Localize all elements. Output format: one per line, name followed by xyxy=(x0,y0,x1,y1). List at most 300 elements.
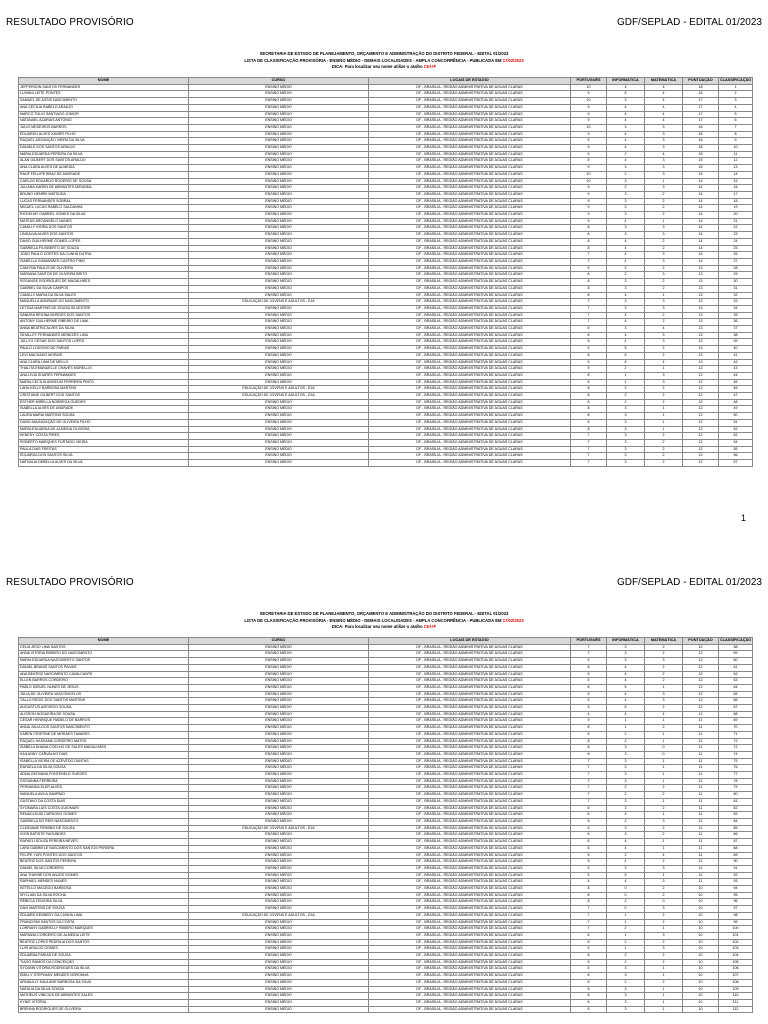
table-row xyxy=(19,812,753,819)
cell-math: 2 xyxy=(645,953,683,960)
cell-informatics: 1 xyxy=(607,946,645,953)
cell-portuguese: 9 xyxy=(571,212,607,219)
cell-math: 4 xyxy=(645,111,683,118)
list-title: LISTA DE CLASSIFICAÇÃO PROVISÓRIA - ENSINO MÉDIO - DEMAIS LOCALIDADES - AMPLA CONCORRÊNCIA - PUBLICADA EM 17/02/2023 xyxy=(244,57,524,63)
cell-score: 10 xyxy=(683,979,719,986)
cell-rank: 71 xyxy=(719,731,753,738)
cell-rank: 52 xyxy=(719,426,753,433)
table-header-row xyxy=(19,78,753,85)
cell-informatics: 4 xyxy=(607,671,645,678)
cell-name: LEVI MACHADO MORAIS xyxy=(19,352,189,359)
cell-name: CÉSAR HENRIQUE RABELO DE BARROS xyxy=(19,718,189,725)
cell-location: DF - BRASÍLIA - REGIÃO ADMINISTRATIVA DE ÁGUAS CLARAS xyxy=(369,912,571,919)
cell-math: 3 xyxy=(645,339,683,346)
cell-portuguese: 9 xyxy=(571,718,607,725)
cell-course: ENSINO MÉDIO xyxy=(189,859,369,866)
cell-rank: 34 xyxy=(719,305,753,312)
document-titles xyxy=(0,611,768,631)
cell-course: ENSINO MÉDIO xyxy=(189,332,369,339)
cell-course: ENSINO MÉDIO xyxy=(189,138,369,145)
cell-score: 13 xyxy=(683,359,719,366)
cell-rank: 47 xyxy=(719,393,753,400)
cell-course: ENSINO MÉDIO xyxy=(189,252,369,259)
cell-math: 2 xyxy=(645,886,683,893)
cell-informatics: 5 xyxy=(607,872,645,879)
cell-rank: 86 xyxy=(719,832,753,839)
cell-rank: 2 xyxy=(719,91,753,98)
cell-informatics: 2 xyxy=(607,979,645,986)
cell-portuguese: 7 xyxy=(571,644,607,651)
cell-name: ISABELLA GUIMARÃES CASTRO PINO xyxy=(19,258,189,265)
cell-portuguese: 6 xyxy=(571,671,607,678)
cell-score: 12 xyxy=(683,698,719,705)
cell-score: 10 xyxy=(683,953,719,960)
table-row xyxy=(19,651,753,658)
cell-location: DF - BRASÍLIA - REGIÃO ADMINISTRATIVA DE ÁGUAS CLARAS xyxy=(369,658,571,665)
cell-portuguese: 8 xyxy=(571,272,607,279)
table-row xyxy=(19,386,753,393)
cell-portuguese: 8 xyxy=(571,745,607,752)
cell-name: CAMYSIA PAULIS DE OLIVEIRA xyxy=(19,265,189,272)
cell-math: 3 xyxy=(645,299,683,306)
edital-title: GDF/SEPLAD - EDITAL 01/2023 xyxy=(616,17,762,28)
cell-name: DANIELE DOS SANTOS ARAÚJO xyxy=(19,145,189,152)
cell-name: TÁLLO REGIS DOS SANTOS MARTINS xyxy=(19,698,189,705)
table-row xyxy=(19,684,753,691)
cell-informatics: 3 xyxy=(607,973,645,980)
cell-math: 3 xyxy=(645,252,683,259)
cell-score: 11 xyxy=(683,865,719,872)
cell-portuguese: 7 xyxy=(571,778,607,785)
cell-score: 12 xyxy=(683,453,719,460)
cell-math: 3 xyxy=(645,879,683,886)
cell-rank: 65 xyxy=(719,691,753,698)
cell-rank: 93 xyxy=(719,879,753,886)
cell-informatics: 3 xyxy=(607,765,645,772)
cell-score: 11 xyxy=(683,731,719,738)
cell-rank: 17 xyxy=(719,191,753,198)
document-titles xyxy=(0,51,768,71)
cell-portuguese: 8 xyxy=(571,725,607,732)
table-row xyxy=(19,986,753,993)
cell-math: 4 xyxy=(645,359,683,366)
cell-location: DF - BRASÍLIA - REGIÃO ADMINISTRATIVA DE ÁGUAS CLARAS xyxy=(369,825,571,832)
table-row xyxy=(19,798,753,805)
cell-course: ENSINO MÉDIO xyxy=(189,832,369,839)
cell-rank: 84 xyxy=(719,818,753,825)
cell-score: 11 xyxy=(683,772,719,779)
cell-rank: 4 xyxy=(719,104,753,111)
cell-location: DF - BRASÍLIA - REGIÃO ADMINISTRATIVA DE ÁGUAS CLARAS xyxy=(369,212,571,219)
cell-informatics: 1 xyxy=(607,919,645,926)
cell-informatics: 2 xyxy=(607,852,645,859)
cell-math: 4 xyxy=(645,151,683,158)
cell-math: 3 xyxy=(645,691,683,698)
cell-portuguese: 10 xyxy=(571,178,607,185)
cell-rank: 31 xyxy=(719,285,753,292)
cell-name: FERNANDA ELER ALVES xyxy=(19,785,189,792)
cell-name: SYOANN VITÓRIA RODRIGUES DA SILVA xyxy=(19,966,189,973)
cell-score: 12 xyxy=(683,406,719,413)
cell-portuguese: 9 xyxy=(571,104,607,111)
table-row xyxy=(19,946,753,953)
cell-course: ENSINO MÉDIO xyxy=(189,798,369,805)
cell-score: 14 xyxy=(683,252,719,259)
cell-portuguese: 6 xyxy=(571,959,607,966)
cell-rank: 73 xyxy=(719,745,753,752)
cell-name: RAQUEL ASSUNÇÃO VIEIRA DA SILVA xyxy=(19,138,189,145)
cell-portuguese: 9 xyxy=(571,185,607,192)
cell-name: RICKELMY GABRIEL GOMES DA SILVA xyxy=(19,212,189,219)
cell-rank: 110 xyxy=(719,993,753,1000)
cell-math: 2 xyxy=(645,671,683,678)
cell-rank: 111 xyxy=(719,999,753,1006)
cell-rank: 15 xyxy=(719,178,753,185)
table-row xyxy=(19,225,753,232)
cell-location: DF - BRASÍLIA - REGIÃO ADMINISTRATIVA DE ÁGUAS CLARAS xyxy=(369,118,571,125)
cell-portuguese: 9 xyxy=(571,366,607,373)
cell-informatics: 4 xyxy=(607,339,645,346)
cell-course: ENSINO MÉDIO xyxy=(189,973,369,980)
cell-location: DF - BRASÍLIA - REGIÃO ADMINISTRATIVA DE ÁGUAS CLARAS xyxy=(369,413,571,420)
table-row xyxy=(19,171,753,178)
cell-informatics: 2 xyxy=(607,899,645,906)
cell-rank: 102 xyxy=(719,939,753,946)
cell-course: ENSINO MÉDIO xyxy=(189,285,369,292)
result-title: RESULTADO PROVISÓRIO xyxy=(6,17,134,28)
cell-rank: 81 xyxy=(719,798,753,805)
cell-informatics: 3 xyxy=(607,651,645,658)
cell-math: 3 xyxy=(645,124,683,131)
cell-score: 16 xyxy=(683,138,719,145)
cell-name: SAMUEL DE ASSIS NASCIMENTO xyxy=(19,98,189,105)
cell-course: ENSINO MÉDIO xyxy=(189,765,369,772)
cell-name: ANNA BEATRIZ ALVES DA SILVA xyxy=(19,326,189,333)
cell-location: DF - BRASÍLIA - REGIÃO ADMINISTRATIVA DE ÁGUAS CLARAS xyxy=(369,312,571,319)
table-row xyxy=(19,419,753,426)
cell-portuguese: 10 xyxy=(571,124,607,131)
cell-location: DF - BRASÍLIA - REGIÃO ADMINISTRATIVA DE ÁGUAS CLARAS xyxy=(369,339,571,346)
cell-course: ENSINO MÉDIO xyxy=(189,932,369,939)
table-row xyxy=(19,285,753,292)
table-row xyxy=(19,953,753,960)
cell-portuguese: 6 xyxy=(571,979,607,986)
cell-location: DF - BRASÍLIA - REGIÃO ADMINISTRATIVA DE ÁGUAS CLARAS xyxy=(369,993,571,1000)
cell-informatics: 2 xyxy=(607,386,645,393)
cell-informatics: 4 xyxy=(607,879,645,886)
cell-informatics: 5 xyxy=(607,91,645,98)
cell-math: 1 xyxy=(645,366,683,373)
cell-name: DANIEL SILVA CORDEIRO xyxy=(19,865,189,872)
cell-name: ANA THAYNÉ DOS ANJOS GOMES xyxy=(19,872,189,879)
cell-name: LINDALVA ALVES DOS SANTOS xyxy=(19,232,189,239)
cell-score: 13 xyxy=(683,326,719,333)
cell-location: DF - BRASÍLIA - REGIÃO ADMINISTRATIVA DE ÁGUAS CLARAS xyxy=(369,393,571,400)
cell-rank: 41 xyxy=(719,352,753,359)
cell-informatics: 2 xyxy=(607,151,645,158)
cell-math: 4 xyxy=(645,326,683,333)
table-row xyxy=(19,778,753,785)
secretariat-title: SECRETARIA DE ESTADO DE PLANEJAMENTO, ORÇAMENTO E ADMINISTRAÇÃO DO DISTRITO FEDERAL - EDITAL 01/2023 xyxy=(259,51,509,56)
table-row xyxy=(19,165,753,172)
cell-math: 2 xyxy=(645,664,683,671)
cell-location: DF - BRASÍLIA - REGIÃO ADMINISTRATIVA DE ÁGUAS CLARAS xyxy=(369,285,571,292)
cell-location: DF - BRASÍLIA - REGIÃO ADMINISTRATIVA DE ÁGUAS CLARAS xyxy=(369,165,571,172)
cell-informatics: 3 xyxy=(607,205,645,212)
cell-portuguese: 6 xyxy=(571,939,607,946)
cell-rank: 28 xyxy=(719,265,753,272)
cell-rank: 37 xyxy=(719,326,753,333)
cell-course: ENSINO MÉDIO xyxy=(189,218,369,225)
cell-score: 14 xyxy=(683,198,719,205)
cell-rank: 48 xyxy=(719,399,753,406)
cell-location: DF - BRASÍLIA - REGIÃO ADMINISTRATIVA DE ÁGUAS CLARAS xyxy=(369,772,571,779)
cell-name: ANA CLARA LIMA DE MELLO xyxy=(19,359,189,366)
cell-informatics: 2 xyxy=(607,926,645,933)
cell-course: ENSINO MÉDIO xyxy=(189,151,369,158)
cell-course: ENSINO MÉDIO xyxy=(189,98,369,105)
cell-math: 1 xyxy=(645,419,683,426)
cell-math: 3 xyxy=(645,185,683,192)
cell-informatics: 0 xyxy=(607,886,645,893)
cell-portuguese: 8 xyxy=(571,232,607,239)
cell-math: 2 xyxy=(645,644,683,651)
cell-rank: 46 xyxy=(719,386,753,393)
cell-course: ENSINO MÉDIO xyxy=(189,644,369,651)
cell-rank: 60 xyxy=(719,658,753,665)
cell-name: CLEIDIANE FIRMINO DE SOUSA xyxy=(19,825,189,832)
cell-course: ENSINO MÉDIO xyxy=(189,131,369,138)
table-row xyxy=(19,346,753,353)
cell-name: BRUNO HENRIK MATSUDA xyxy=(19,191,189,198)
cell-location: DF - BRASÍLIA - REGIÃO ADMINISTRATIVA DE ÁGUAS CLARAS xyxy=(369,785,571,792)
cell-score: 12 xyxy=(683,393,719,400)
cell-rank: 54 xyxy=(719,439,753,446)
cell-informatics: 2 xyxy=(607,185,645,192)
cell-course: ENSINO MÉDIO xyxy=(189,899,369,906)
cell-math: 2 xyxy=(645,212,683,219)
cell-score: 10 xyxy=(683,939,719,946)
cell-rank: 33 xyxy=(719,299,753,306)
cell-portuguese: 8 xyxy=(571,372,607,379)
cell-name: ALAN GILBERT DOS SANTOS ARAÚJO xyxy=(19,158,189,165)
cell-name: LARA KELLY BARBOSA MARTINS xyxy=(19,386,189,393)
cell-portuguese: 6 xyxy=(571,845,607,852)
cell-score: 12 xyxy=(683,460,719,467)
cell-portuguese: 6 xyxy=(571,999,607,1006)
cell-course: ENSINO MÉDIO xyxy=(189,812,369,819)
cell-location: DF - BRASÍLIA - REGIÃO ADMINISTRATIVA DE ÁGUAS CLARAS xyxy=(369,245,571,252)
cell-score: 12 xyxy=(683,671,719,678)
cell-score: 13 xyxy=(683,292,719,299)
cell-name: CAMILLY MARIA DA SILVA SALES xyxy=(19,292,189,299)
cell-score: 18 xyxy=(683,84,719,91)
cell-name: ROSANGE RODRIGUES DE MAGALHÃES xyxy=(19,279,189,286)
cell-math: 1 xyxy=(645,738,683,745)
cell-informatics: 4 xyxy=(607,332,645,339)
cell-course: ENSINO MÉDIO xyxy=(189,966,369,973)
cell-informatics: 2 xyxy=(607,953,645,960)
cell-location: DF - BRASÍLIA - REGIÃO ADMINISTRATIVA DE ÁGUAS CLARAS xyxy=(369,899,571,906)
cell-name: RAPHAEL MENDES NUNES xyxy=(19,879,189,886)
cell-name: JULIANA KAREN DE ABRANTES MIRANDA xyxy=(19,185,189,192)
cell-informatics: 2 xyxy=(607,792,645,799)
cell-portuguese: 8 xyxy=(571,899,607,906)
cell-portuguese: 8 xyxy=(571,245,607,252)
cell-rank: 90 xyxy=(719,859,753,866)
cell-name: CRISTIANE GILBERT DOS SANTOS xyxy=(19,393,189,400)
cell-informatics: 1 xyxy=(607,912,645,919)
cell-rank: 96 xyxy=(719,899,753,906)
cell-informatics: 4 xyxy=(607,845,645,852)
cell-informatics: 4 xyxy=(607,698,645,705)
cell-portuguese: 7 xyxy=(571,765,607,772)
cell-informatics: 3 xyxy=(607,413,645,420)
cell-portuguese: 6 xyxy=(571,352,607,359)
cell-name: FRANCISMI SANTOS DA COSTA xyxy=(19,919,189,926)
cell-course: ENSINO MÉDIO xyxy=(189,718,369,725)
cell-rank: 49 xyxy=(719,406,753,413)
cell-course: ENSINO MÉDIO xyxy=(189,953,369,960)
cell-rank: 76 xyxy=(719,765,753,772)
cell-math: 0 xyxy=(645,745,683,752)
table-row xyxy=(19,406,753,413)
cell-rank: 66 xyxy=(719,698,753,705)
cell-rank: 83 xyxy=(719,812,753,819)
cell-course: ENSINO MÉDIO xyxy=(189,258,369,265)
cell-name: DAVID GUILHERME GOMES LOPES xyxy=(19,238,189,245)
cell-course: ENSINO MÉDIO xyxy=(189,993,369,1000)
cell-course: ENSINO MÉDIO xyxy=(189,792,369,799)
cell-name: MARIA CECÍLIA ANGELIM FERREIRA PINTO xyxy=(19,379,189,386)
cell-rank: 53 xyxy=(719,433,753,440)
cell-portuguese: 9 xyxy=(571,91,607,98)
column-header: LOCAIS DE ESTAGIO xyxy=(369,78,571,85)
cell-course: ENSINO MÉDIO xyxy=(189,886,369,893)
table-row xyxy=(19,751,753,758)
cell-portuguese: 8 xyxy=(571,406,607,413)
cell-portuguese: 8 xyxy=(571,393,607,400)
cell-course: ENSINO MÉDIO xyxy=(189,460,369,467)
cell-informatics: 3 xyxy=(607,1006,645,1013)
cell-math: 4 xyxy=(645,118,683,125)
cell-math: 0 xyxy=(645,899,683,906)
result-title: RESULTADO PROVISÓRIO xyxy=(6,577,134,588)
cell-name: LUCAS FERNANDES SOBRAL xyxy=(19,198,189,205)
cell-rank: 6 xyxy=(719,118,753,125)
cell-name: KETELLO MACEDO BARBOSA xyxy=(19,886,189,893)
table-row xyxy=(19,959,753,966)
cell-portuguese: 7 xyxy=(571,319,607,326)
cell-name: JEFFERSON SANTOS FERNANDES xyxy=(19,84,189,91)
cell-portuguese: 8 xyxy=(571,399,607,406)
cell-portuguese: 10 xyxy=(571,84,607,91)
table-row xyxy=(19,1006,753,1013)
cell-location: DF - BRASÍLIA - REGIÃO ADMINISTRATIVA DE ÁGUAS CLARAS xyxy=(369,379,571,386)
cell-portuguese: 6 xyxy=(571,993,607,1000)
cell-location: DF - BRASÍLIA - REGIÃO ADMINISTRATIVA DE ÁGUAS CLARAS xyxy=(369,158,571,165)
cell-rank: 109 xyxy=(719,986,753,993)
cell-informatics: 4 xyxy=(607,252,645,259)
cell-math: 2 xyxy=(645,725,683,732)
cell-location: DF - BRASÍLIA - REGIÃO ADMINISTRATIVA DE ÁGUAS CLARAS xyxy=(369,845,571,852)
cell-course: ENSINO MÉDIO xyxy=(189,198,369,205)
cell-informatics: 3 xyxy=(607,758,645,765)
cell-location: DF - BRASÍLIA - REGIÃO ADMINISTRATIVA DE ÁGUAS CLARAS xyxy=(369,664,571,671)
cell-informatics: 2 xyxy=(607,731,645,738)
cell-course: ENSINO MÉDIO xyxy=(189,731,369,738)
cell-location: DF - BRASÍLIA - REGIÃO ADMINISTRATIVA DE ÁGUAS CLARAS xyxy=(369,238,571,245)
table-row xyxy=(19,366,753,373)
cell-name: RAQUEL HASSANA CORDEIRO MATOS xyxy=(19,738,189,745)
cell-course: ENSINO MÉDIO xyxy=(189,684,369,691)
cell-informatics: 3 xyxy=(607,966,645,973)
table-row xyxy=(19,832,753,839)
table-row xyxy=(19,999,753,1006)
cell-name: BEATRIZ LOPES PEDRILIA DOS SANTOS xyxy=(19,939,189,946)
cell-location: DF - BRASÍLIA - REGIÃO ADMINISTRATIVA DE ÁGUAS CLARAS xyxy=(369,651,571,658)
cell-score: 14 xyxy=(683,238,719,245)
cell-location: DF - BRASÍLIA - REGIÃO ADMINISTRATIVA DE ÁGUAS CLARAS xyxy=(369,999,571,1006)
cell-name: GABRIEL DA SILVA CAMPOS xyxy=(19,285,189,292)
cell-informatics: 4 xyxy=(607,111,645,118)
cell-name: EDUARD KENNEDY DA CUNHA LIMA xyxy=(19,912,189,919)
cell-course: ENSINO MÉDIO xyxy=(189,919,369,926)
cell-course: ENSINO MÉDIO xyxy=(189,986,369,993)
cell-portuguese: 8 xyxy=(571,279,607,286)
cell-course: ENSINO MÉDIO xyxy=(189,772,369,779)
cell-math: 2 xyxy=(645,979,683,986)
cell-course: ENSINO MÉDIO xyxy=(189,758,369,765)
cell-score: 14 xyxy=(683,178,719,185)
cell-name: JÚLIA DE OLIVEIRA VASCONCELOS xyxy=(19,691,189,698)
table-row xyxy=(19,372,753,379)
cell-rank: 21 xyxy=(719,218,753,225)
cell-math: 3 xyxy=(645,946,683,953)
cell-course: ENSINO MÉDIO xyxy=(189,312,369,319)
cell-score: 10 xyxy=(683,946,719,953)
cell-math: 1 xyxy=(645,684,683,691)
cell-informatics: 3 xyxy=(607,419,645,426)
table-row xyxy=(19,111,753,118)
cell-course: ENSINO MÉDIO xyxy=(189,158,369,165)
cell-score: 13 xyxy=(683,265,719,272)
cell-rank: 12 xyxy=(719,158,753,165)
cell-math: 2 xyxy=(645,446,683,453)
cell-portuguese: 8 xyxy=(571,892,607,899)
cell-course: EDUCAÇÃO DE JOVENS E ADULTOS - EJA xyxy=(189,386,369,393)
cell-portuguese: 8 xyxy=(571,238,607,245)
cell-math: 1 xyxy=(645,758,683,765)
cell-portuguese: 6 xyxy=(571,973,607,980)
cell-score: 12 xyxy=(683,651,719,658)
table-row xyxy=(19,939,753,946)
cell-score: 17 xyxy=(683,118,719,125)
cell-name: MARIA EDUARDA NASCIMENTO SANTOS xyxy=(19,658,189,665)
cell-portuguese: 6 xyxy=(571,966,607,973)
cell-math: 2 xyxy=(645,319,683,326)
cell-rank: 36 xyxy=(719,319,753,326)
column-header: CLASSIFICAÇÃO xyxy=(719,638,753,645)
cell-location: DF - BRASÍLIA - REGIÃO ADMINISTRATIVA DE ÁGUAS CLARAS xyxy=(369,731,571,738)
cell-course: ENSINO MÉDIO xyxy=(189,705,369,712)
table-row xyxy=(19,218,753,225)
table-row xyxy=(19,658,753,665)
cell-location: DF - BRASÍLIA - REGIÃO ADMINISTRATIVA DE ÁGUAS CLARAS xyxy=(369,433,571,440)
cell-score: 17 xyxy=(683,104,719,111)
cell-portuguese: 4 xyxy=(571,711,607,718)
cell-portuguese: 5 xyxy=(571,705,607,712)
